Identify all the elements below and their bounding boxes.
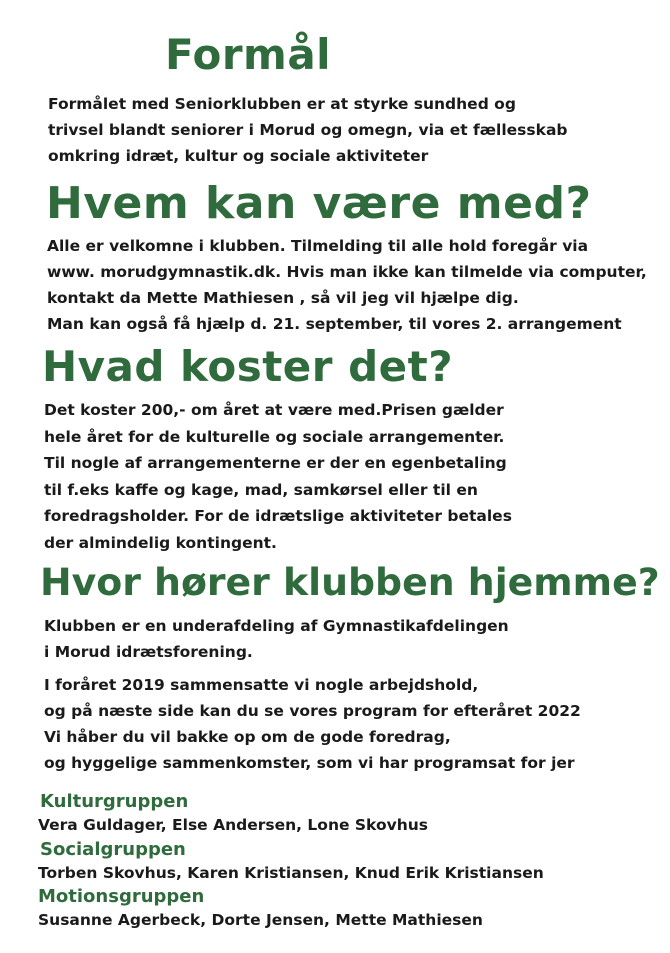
text-line: der almindelig kontingent.: [44, 533, 277, 552]
text-line: og hyggelige sammenkomster, som vi har programsat for jer: [44, 754, 575, 772]
paragraph-arbejdshold: [44, 672, 581, 776]
group-members-socialgruppen: Torben Skovhus, Karen Kristiansen, Knud Erik Kristiansen: [38, 864, 544, 882]
text-line: omkring idræt, kultur og sociale aktiviteter: [48, 147, 429, 165]
paragraph-formaal: [48, 91, 568, 169]
text-line: hele året for de kulturelle og sociale arrangementer.: [44, 427, 505, 446]
text-line: Til nogle af arrangementerne er der en egenbetaling: [44, 454, 507, 472]
text-line: trivsel blandt seniorer i Morud og omegn, via et fællesskab: [48, 121, 568, 139]
text-line: Formålet med Seniorklubben er at styrke sundhed og: [48, 95, 516, 113]
heading-formaal: Formål: [165, 30, 332, 79]
text-line: kontakt da Mette Mathiesen , så vil jeg vil hjælpe dig.: [47, 289, 519, 307]
heading-hvem-kan-vaere-med: Hvem kan være med?: [46, 178, 592, 229]
text-line: Vi håber du vil bakke op om de gode foredrag,: [44, 728, 451, 746]
text-line: Alle er velkomne i klubben. Tilmelding til alle hold foregår via: [47, 237, 589, 255]
text-line: foredragsholder. For de idrætslige aktiviteter betales: [44, 507, 512, 525]
group-members-kulturgruppen: Vera Guldager, Else Andersen, Lone Skovhus: [38, 816, 428, 834]
group-title-kulturgruppen: Kulturgruppen: [40, 791, 189, 812]
text-line: og på næste side kan du se vores program for efteråret 2022: [44, 702, 581, 720]
group-title-motionsgruppen: Motionsgruppen: [38, 886, 205, 907]
text-line: til f.eks kaffe og kage, mad, samkørsel eller til en: [44, 480, 478, 499]
text-line: Det koster 200,- om året at være med.Prisen gælder: [44, 401, 504, 419]
paragraph-pris: [44, 397, 512, 556]
heading-hvad-koster-det: Hvad koster det?: [42, 342, 454, 391]
group-title-socialgruppen: Socialgruppen: [40, 839, 186, 860]
text-line: Man kan også få hjælp d. 21. september, til vores 2. arrangement: [47, 315, 622, 333]
text-line: I foråret 2019 sammensatte vi nogle arbejdshold,: [44, 676, 479, 694]
paragraph-hvem: [47, 233, 647, 337]
group-members-motionsgruppen: Susanne Agerbeck, Dorte Jensen, Mette Mathiesen: [38, 911, 483, 929]
heading-hvor-hoerer-klubben-hjemme: Hvor hører klubben hjemme?: [40, 560, 660, 604]
text-line: www. morudgymnastik.dk. Hvis man ikke kan tilmelde via computer,: [47, 263, 647, 281]
paragraph-hjemme: [44, 613, 509, 665]
text-line: i Morud idrætsforening.: [44, 643, 253, 661]
text-line: Klubben er en underafdeling af Gymnastikafdelingen: [44, 617, 509, 635]
